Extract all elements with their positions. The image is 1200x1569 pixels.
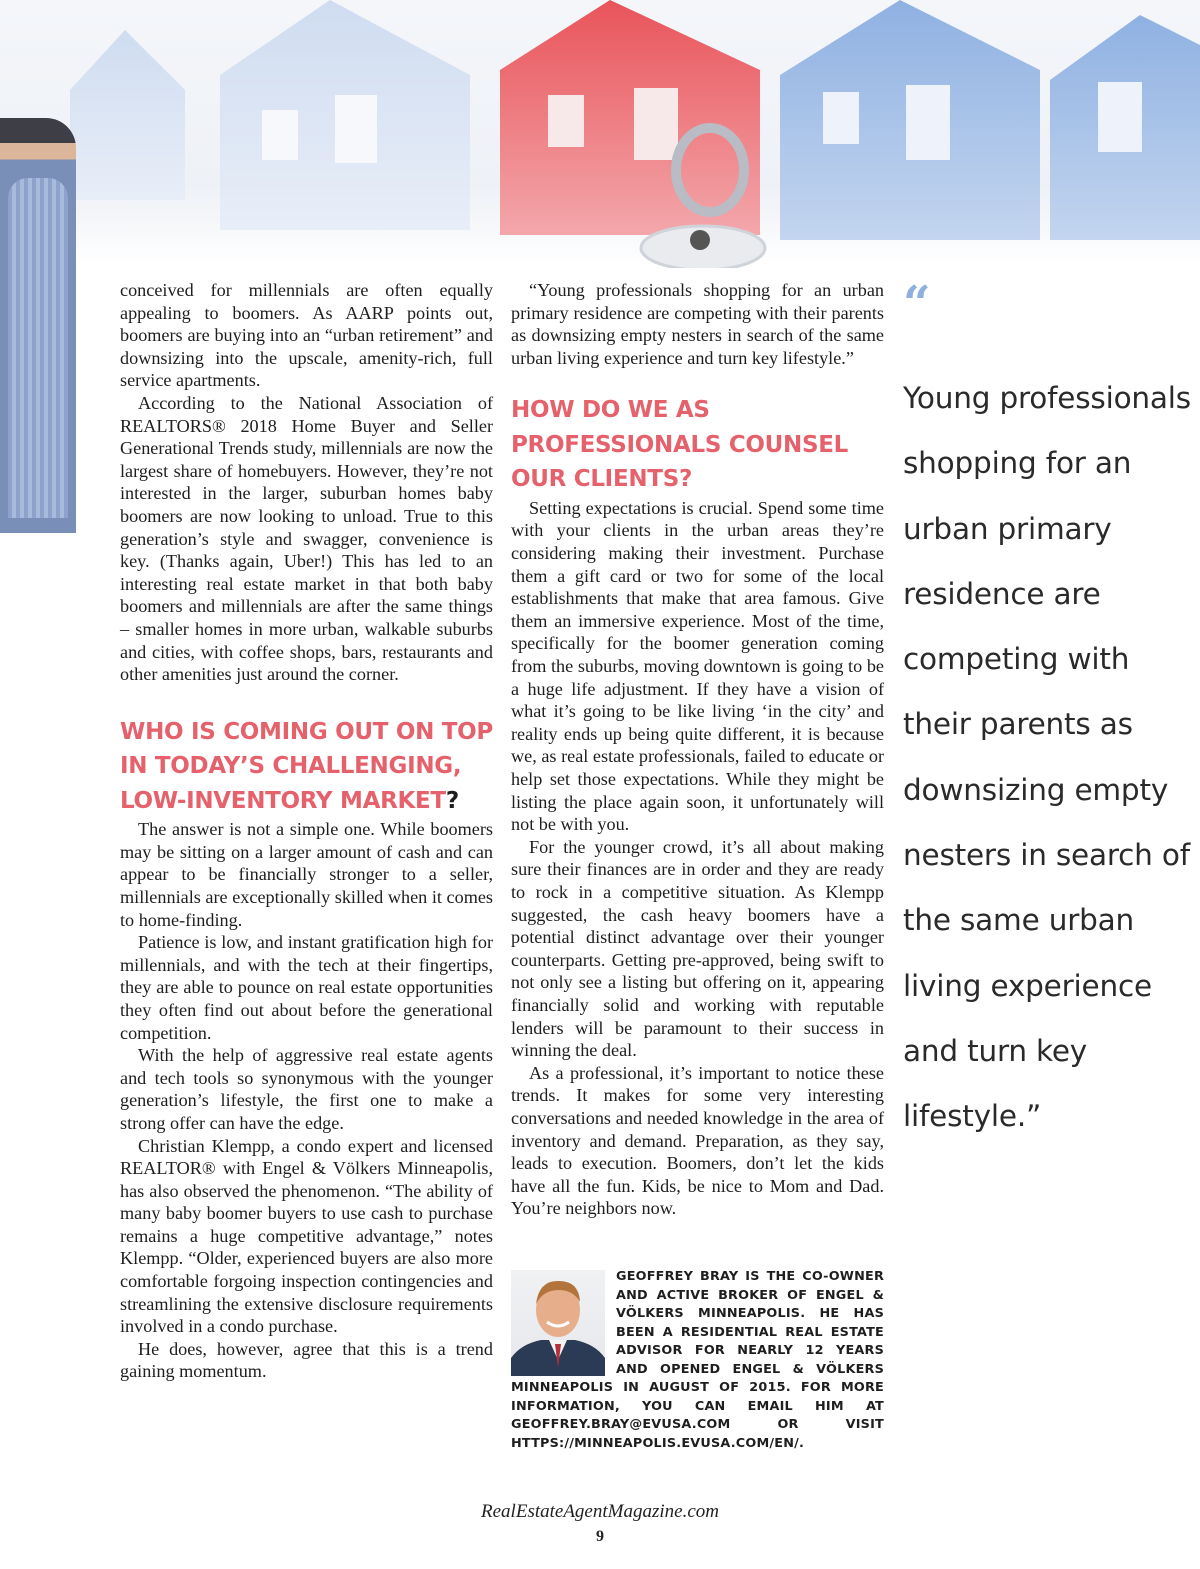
paragraph: Patience is low, and instant gratification high for millennials, and with the tech at their fingertips, they are able to pounce on real estate opportunities they often find out about before the generational competition. bbox=[120, 932, 493, 1043]
paragraph: For the younger crowd, it’s all about making sure their finances are in order and they are ready to rock in a competitive situation. As Klempp suggested, the cash heavy boomers have a potential distinct advantage over their younger counterparts. Getting pre-approved, being swift to not only see a listing but offering on it, appearing financially solid and working with reputable lenders will be paramount to their success in winning the deal. bbox=[511, 836, 884, 1061]
paragraph: The answer is not a simple one. While boomers may be sitting on a larger amount of cash and can appear to be financially stronger to a seller, millennials are exceptionally skilled when it comes to home-finding. bbox=[120, 819, 493, 930]
paragraph: With the help of aggressive real estate agents and tech tools so synonymous with the younger generation’s lifestyle, the first one to make a strong offer can have the edge. bbox=[120, 1045, 493, 1133]
paragraph: Christian Klempp, a condo expert and licensed REALTOR® with Engel & Völkers Minneapolis, has also observed the phenomenon. “The ability of many baby boomer buyers to use cash to purchase remains a huge competitive advantage,” notes Klempp. “Older, experienced buyers are also more comfortable forgoing inspection contingencies and streamlining the extensive disclosure requirements involved in a condo purchase. bbox=[120, 1135, 493, 1337]
section-heading: HOW DO WE AS PROFESSIONALS COUNSEL OUR CLIENTS? bbox=[511, 397, 849, 493]
pull-quote-text: Young professionals shopping for an urban primary residence are competing with their parents as downsizing empty nesters in search of the same urban living experience and turn key lifestyle.” bbox=[903, 381, 1191, 1134]
section-heading-text: WHO IS COMING OUT ON TOP IN TODAY’S CHALLENGING, LOW-INVENTORY MARKET bbox=[120, 718, 493, 814]
pull-quote bbox=[903, 276, 1193, 1150]
paragraph: According to the National Association of REALTORS® 2018 Home Buyer and Seller Generational Trends study, millennials are now the largest share of homebuyers. However, they’re not interested in the larger, suburban homes baby boomers are now looking to unload. True to this generation’s style and swagger, convenience is key. (Thanks again, Uber!) This has led to an interesting real estate market in that both baby boomers and millennials are after the same things – smaller homes in more urban, walkable suburbs and cities, with coffee shops, bars, restaurants and other amenities just around the corner. bbox=[120, 392, 493, 685]
paragraph: “Young professionals shopping for an urban primary residence are competing with their parents as downsizing empty nesters in search of the same urban living experience and turn key lifestyle.” bbox=[511, 280, 884, 368]
paragraph: He does, however, agree that this is a trend gaining momentum. bbox=[120, 1338, 493, 1382]
paragraph: conceived for millennials are often equally appealing to boomers. As AARP points out, boomers are buying into an “urban retirement” and downsizing into the upscale, amenity-rich, full service apartments. bbox=[120, 280, 493, 391]
author-bio-text: GEOFFREY BRAY IS THE CO-OWNER AND ACTIVE BROKER OF ENGEL & VÖLKERS MINNEAPOLIS. HE HAS BEEN A RESIDENTIAL REAL ESTATE ADVISOR FOR NEARLY 12 YEARS AND OPENED ENGEL & VÖLKERS MINNEAPOLIS IN AUGUST OF 2015. FOR MORE INFORMATION, YOU CAN EMAIL HIM AT GEOFFREY.BRAY@EVUSA.COM OR VISIT HTTPS://MINNEAPOLIS.EVUSA.COM/EN/. bbox=[511, 1269, 884, 1451]
header-photo bbox=[0, 0, 1200, 268]
author-headshot bbox=[511, 1270, 605, 1376]
house-shapes-illustration bbox=[0, 0, 1200, 268]
section-heading bbox=[120, 715, 493, 819]
person-photo-cutout bbox=[0, 118, 76, 533]
quote-mark: “ bbox=[903, 276, 931, 332]
paragraph: Setting expectations is crucial. Spend some time with your clients in the urban areas they’re considering making their investment. Purchase them a gift card or two for some of the local establishments that make that area famous. Give them an immersive experience. Most of the time, specifically for the boomer generation coming from the suburbs, moving downtown is going to be a huge life adjustment. If they have a vision of what it’s going to be like living ‘in the city’ and reality ends up being quite different, it is because we, as real estate professionals, failed to educate or help set those expectations. While they might be listing the place again soon, it unfortunately will not be with you. bbox=[511, 497, 884, 835]
heading-question-mark: ? bbox=[445, 787, 459, 814]
paragraph: As a professional, it’s important to notice these trends. It makes for some very interesting conversations and needed knowledge in the area of inventory and demand. Preparation, as they say, leads to execution. Boomers, don’t let the kids have all the fun. Kids, be nice to Mom and Dad. You’re neighbors now. bbox=[511, 1062, 884, 1219]
article-column-1 bbox=[120, 279, 493, 1383]
article-column-2 bbox=[511, 279, 884, 1220]
page-number: 9 bbox=[596, 1528, 604, 1545]
author-bio bbox=[511, 1268, 884, 1453]
footer-website: RealEstateAgentMagazine.com bbox=[481, 1501, 719, 1522]
